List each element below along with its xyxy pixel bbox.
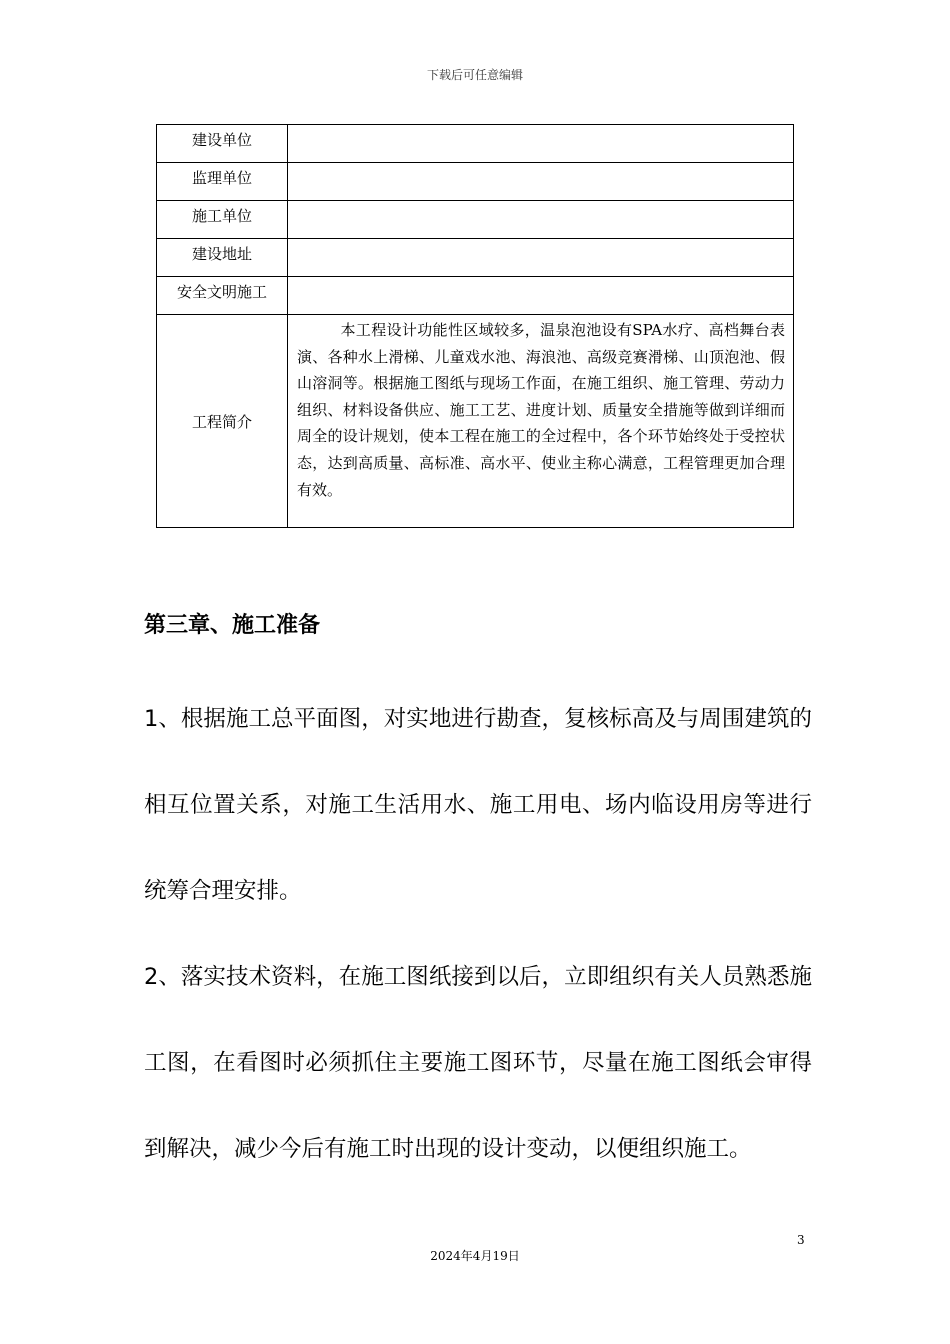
row-label-text: 建设单位: [191, 131, 252, 149]
row-value: [288, 201, 794, 239]
footer-date: 2024年4月19日: [430, 1249, 520, 1263]
row-label: [157, 201, 288, 239]
row-label-text: 建设地址: [191, 245, 252, 263]
row-label: [157, 277, 288, 315]
project-summary-text: 本工程设计功能性区域较多，温泉泡池设有SPA水疗、高档舞台表演、各种水上滑梯、儿童戏水池、海浪池、高级竞赛滑梯、山顶泡池、假山溶洞等。根据施工图纸与现场工作面，在施工组织、施工管理、劳动力组织、材料设备供应、施工工艺、进度计划、质量安全措施等做到详细而周全的设计规划，使本工程在施工的全过程中，各个环节始终处于受控状态，达到高质量、高标准、高水平、使业主称心满意，工程管理更加合理有效。: [288, 315, 794, 528]
paragraph-1: 1、根据施工总平面图，对实地进行勘查，复核标高及与周围建筑的相互位置关系，对施工生活用水、施工用电、场内临设用房等进行统筹合理安排。: [144, 706, 812, 904]
table-row: [157, 163, 794, 201]
row-label-text: 施工单位: [191, 207, 252, 225]
row-value: [288, 163, 794, 201]
table-row: [157, 201, 794, 239]
row-label-text: 监理单位: [191, 169, 252, 187]
table-row: [157, 277, 794, 315]
row-value: [288, 125, 794, 163]
project-info-table: [156, 124, 794, 528]
page-number: 3: [797, 1233, 805, 1247]
row-value: [288, 239, 794, 277]
table-row: [157, 239, 794, 277]
row-label-text: 安全文明施工: [176, 283, 267, 301]
row-label: [157, 163, 288, 201]
row-value: [288, 277, 794, 315]
table-row: [157, 125, 794, 163]
row-label: [157, 239, 288, 277]
page-header: 下载后可任意编辑: [426, 68, 523, 82]
chapter-heading: 第三章、施工准备: [144, 613, 321, 638]
row-label: [157, 315, 288, 528]
row-label: [157, 125, 288, 163]
row-label-text: 工程简介: [191, 412, 252, 431]
table-row: [157, 315, 794, 528]
paragraph-2: 2、落实技术资料，在施工图纸接到以后，立即组织有关人员熟悉施工图，在看图时必须抓住主要施工图环节，尽量在施工图纸会审得到解决，减少今后有施工时出现的设计变动，以便组织施工。: [144, 964, 812, 1162]
